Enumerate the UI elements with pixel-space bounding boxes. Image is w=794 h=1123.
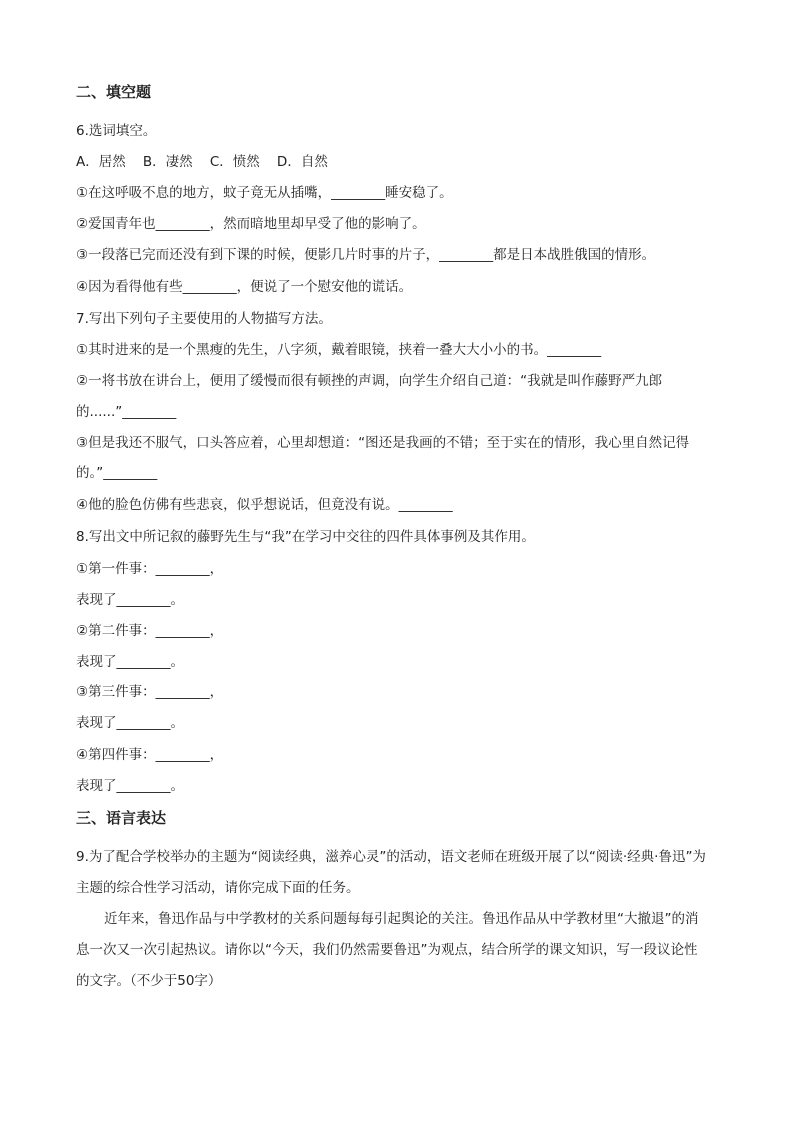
q8-line-5: ③第三件事：________， xyxy=(76,684,224,700)
q6-item-4: ④因为看得他有些________，便说了一个慰安他的谎话。 xyxy=(76,279,413,295)
q7-item-4: ④他的脸色仿佛有些悲哀，似乎想说话，但竟没有说。________ xyxy=(76,497,453,513)
q8-line-2: 表现了________。 xyxy=(76,592,184,608)
q7-item-3-line-1: ③但是我还不服气，口头答应着，心里却想道：“图还是我画的不错；至于实在的情形，我心里自然记得 xyxy=(76,435,690,451)
q7-item-2-line-1: ②一将书放在讲台上，便用了缓慢而很有顿挫的声调，向学生介绍自己道：“我就是叫作藤野严九郎 xyxy=(76,373,663,389)
q8-line-8: 表现了________。 xyxy=(76,778,184,794)
q8-line-7: ④第四件事：________， xyxy=(76,747,224,763)
q7-item-2-line-2: 的......”________ xyxy=(76,404,177,420)
q8-line-1: ①第一件事：________， xyxy=(76,561,224,577)
q8-stem: 8.写出文中所记叙的藤野先生与“我”在学习中交往的四件具体事例及其作用。 xyxy=(76,529,535,545)
q9-paragraph-line-2: 息一次又一次引起热议。请你以“今天，我们仍然需要鲁迅”为观点，结合所学的课文知识，写一段议论性 xyxy=(76,942,698,958)
q6-item-2: ②爱国青年也________，然而暗地里却早受了他的影响了。 xyxy=(76,216,426,232)
q9-line-2: 主题的综合性学习活动，请你完成下面的任务。 xyxy=(76,880,360,896)
q8-line-4: 表现了________。 xyxy=(76,654,184,670)
section2-heading: 二、填空题 xyxy=(76,83,152,101)
q7-item-1: ①其时进来的是一个黑瘦的先生，八字须，戴着眼镜，挟着一叠大大小小的书。________ xyxy=(76,342,602,358)
q8-line-3: ②第二件事：________， xyxy=(76,623,224,639)
q6-options: A．居然 B．凄然 C．愤然 D．自然 xyxy=(76,154,328,170)
q9-line-1: 9.为了配合学校举办的主题为“阅读经典，滋养心灵”的活动，语文老师在班级开展了以“阅读·经典·鲁迅”为 xyxy=(76,849,706,865)
section3-heading: 三、语言表达 xyxy=(76,809,167,827)
q9-paragraph-line-1: 近年来，鲁迅作品与中学教材的关系问题每每引起舆论的关注。鲁迅作品从中学教材里“大撤退”的消 xyxy=(104,911,699,927)
q6-item-1: ①在这呼吸不息的地方，蚊子竟无从插嘴，________睡安稳了。 xyxy=(76,185,453,201)
q9-paragraph-line-3: 的文字。（不少于50字） xyxy=(76,973,222,989)
q7-stem: 7.写出下列句子主要使用的人物描写方法。 xyxy=(76,311,332,327)
q6-stem: 6.选词填空。 xyxy=(76,123,157,139)
q7-item-3-line-2: 的。”________ xyxy=(76,465,158,481)
q6-item-3: ③一段落已完而还没有到下课的时候，便影几片时事的片子，________都是日本战胜俄国的情形。 xyxy=(76,247,656,263)
q8-line-6: 表现了________。 xyxy=(76,715,184,731)
